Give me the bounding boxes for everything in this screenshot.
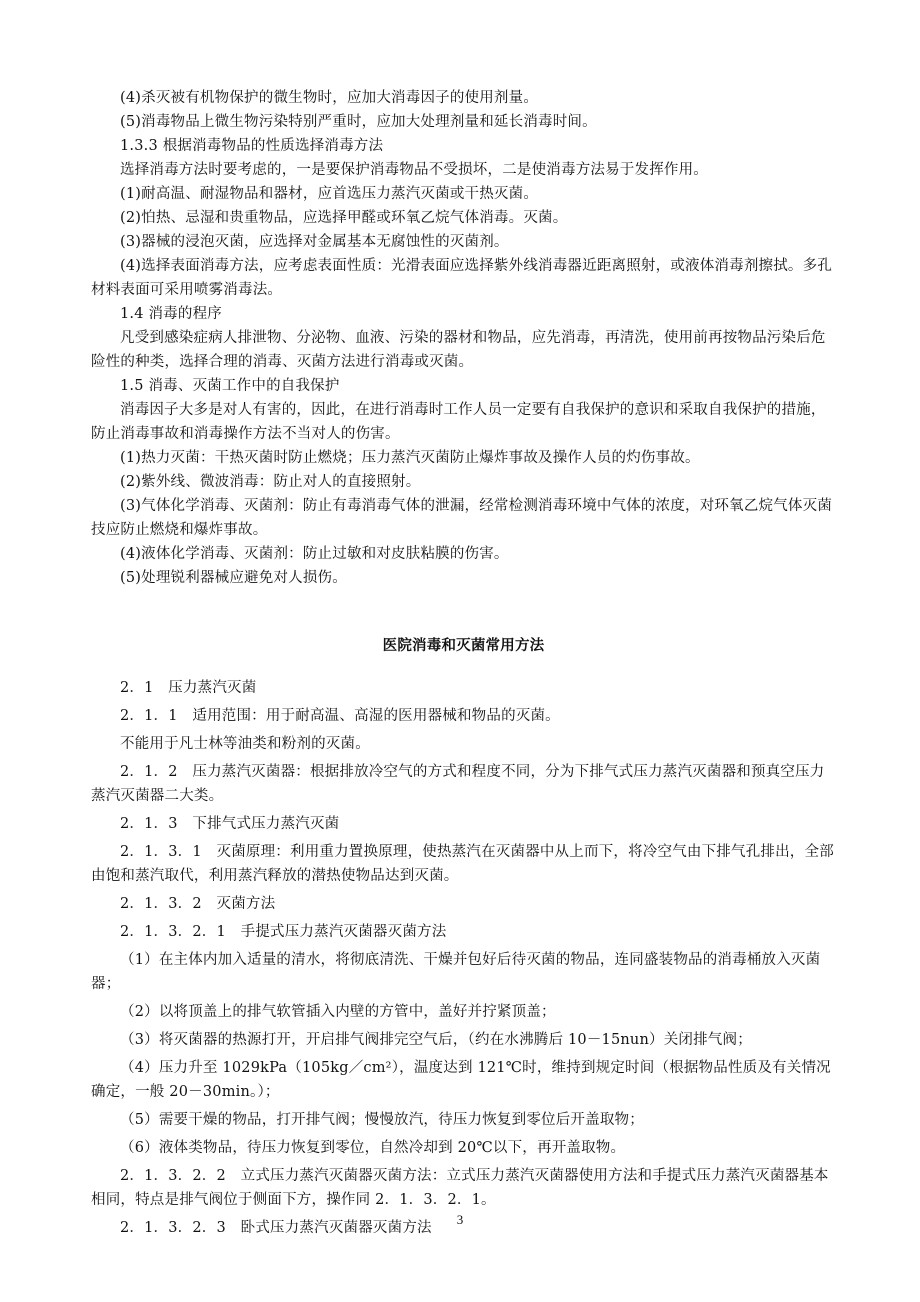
subheading: 1.4 消毒的程序 (120, 306, 222, 322)
section-hospital-methods (91, 676, 836, 1240)
paragraph: (3)器械的浸泡灭菌，应选择对金属基本无腐蚀性的灭菌剂。 (120, 234, 509, 250)
paragraph: （1）在主体内加入适量的清水，将彻底清洗、干燥并包好后待灭菌的物品，连同盛装物品的消毒桶放入灭菌器； (91, 952, 821, 992)
paragraph: （3）将灭菌器的热源打开，开启排气阀排完空气后，（约在水沸腾后 10－15nun）关闭排气阀； (120, 1032, 752, 1048)
paragraph: （2）以将顶盖上的排气软管插入内壁的方管中，盖好并拧紧顶盖； (120, 1004, 556, 1020)
paragraph: (1)热力灭菌：干热灭菌时防止燃烧；压力蒸汽灭菌防止爆炸事故及操作人员的灼伤事故。 (120, 450, 700, 466)
paragraph: (4)杀灭被有机物保护的微生物时，应加大消毒因子的使用剂量。 (120, 90, 539, 106)
paragraph: （6）液体类物品，待压力恢复到零位，自然冷却到 20℃以下，再开盖取物。 (120, 1140, 626, 1156)
paragraph: （4）压力升至 1029kPa（105kg／cm²），温度达到 121℃时，维持到规定时间（根据物品性质及有关情况确定，一般 20－30min。）； (91, 1060, 831, 1100)
paragraph: 2．1．3．1 灭菌原理：利用重力置换原理，使热蒸汽在灭菌器中从上而下，将冷空气由下排气孔排出，全部由饱和蒸汽取代，利用蒸汽释放的潜热使物品达到灭菌。 (91, 844, 834, 884)
paragraph: (3)气体化学消毒、灭菌剂：防止有毒消毒气体的泄漏，经常检测消毒环境中气体的浓度，对环氧乙烷气体灭菌技应防止燃烧和爆炸事故。 (91, 498, 833, 538)
section-sterilization-basics (91, 86, 836, 590)
paragraph: (1)耐高温、耐湿物品和器材，应首选压力蒸汽灭菌或干热灭菌。 (120, 186, 539, 202)
paragraph: 凡受到感染症病人排泄物、分泌物、血液、污染的器材和物品，应先消毒，再清洗，使用前再按物品污染后危险性的种类，选择合理的消毒、灭菌方法进行消毒或灭菌。 (91, 330, 826, 370)
spacer (91, 590, 836, 634)
paragraph: 选择消毒方法时要考虑的，一是要保护消毒物品不受损坏，二是使消毒方法易于发挥作用。 (120, 162, 708, 178)
paragraph: (5)消毒物品上微生物污染特别严重时，应加大处理剂量和延长消毒时间。 (120, 114, 597, 130)
subheading: 2．1．3．2．3 卧式压力蒸汽灭菌器灭菌方法 (120, 1220, 432, 1236)
spacer (91, 658, 836, 676)
paragraph: 消毒因子大多是对人有害的，因此，在进行消毒时工作人员一定要有自我保护的意识和采取自我保护的措施，防止消毒事故和消毒操作方法不当对人的伤害。 (91, 402, 826, 442)
page-number: 3 (456, 1212, 464, 1227)
paragraph: （5）需要干燥的物品，打开排气阀；慢慢放汽，待压力恢复到零位后开盖取物； (120, 1112, 644, 1128)
section-title: 医院消毒和灭菌常用方法 (382, 638, 545, 654)
paragraph: (2)紫外线、微波消毒：防止对人的直接照射。 (120, 474, 421, 490)
subheading: 2．1．3．2．1 手提式压力蒸汽灭菌器灭菌方法 (120, 924, 447, 940)
subheading: 2．1．3．2 灭菌方法 (120, 896, 276, 912)
subheading: 1.3.3 根据消毒物品的性质选择消毒方法 (120, 138, 384, 154)
paragraph: 2．1．3．2．2 立式压力蒸汽灭菌器灭菌方法：立式压力蒸汽灭菌器使用方法和手提式压力蒸汽灭菌器基本相同，特点是排气阀位于侧面下方，操作同 2．1．3．2．1。 (91, 1168, 829, 1208)
paragraph: 不能用于凡士林等油类和粉剂的灭菌。 (120, 736, 370, 752)
paragraph: (5)处理锐利器械应避免对人损伤。 (120, 570, 347, 586)
paragraph: (4)液体化学消毒、灭菌剂：防止过敏和对皮肤粘膜的伤害。 (120, 546, 509, 562)
paragraph: (4)选择表面消毒方法，应考虑表面性质：光滑表面应选择紫外线消毒器近距离照射，或液体消毒剂擦拭。多孔材料表面可采用喷雾消毒法。 (91, 258, 833, 298)
paragraph: 2．1．2 压力蒸汽灭菌器：根据排放冷空气的方式和程度不同，分为下排气式压力蒸汽灭菌器和预真空压力蒸汽灭菌器二大类。 (91, 764, 825, 804)
subheading: 1.5 消毒、灭菌工作中的自我保护 (120, 378, 340, 394)
paragraph: 2．1．1 适用范围：用于耐高温、高湿的医用器械和物品的灭菌。 (120, 708, 560, 724)
paragraph: (2)怕热、忌湿和贵重物品，应选择甲醛或环氧乙烷气体消毒。灭菌。 (120, 210, 568, 226)
subheading: 2．1 压力蒸汽灭菌 (120, 680, 257, 696)
subheading: 2．1．3 下排气式压力蒸汽灭菌 (120, 816, 340, 832)
page-content (91, 86, 836, 1244)
